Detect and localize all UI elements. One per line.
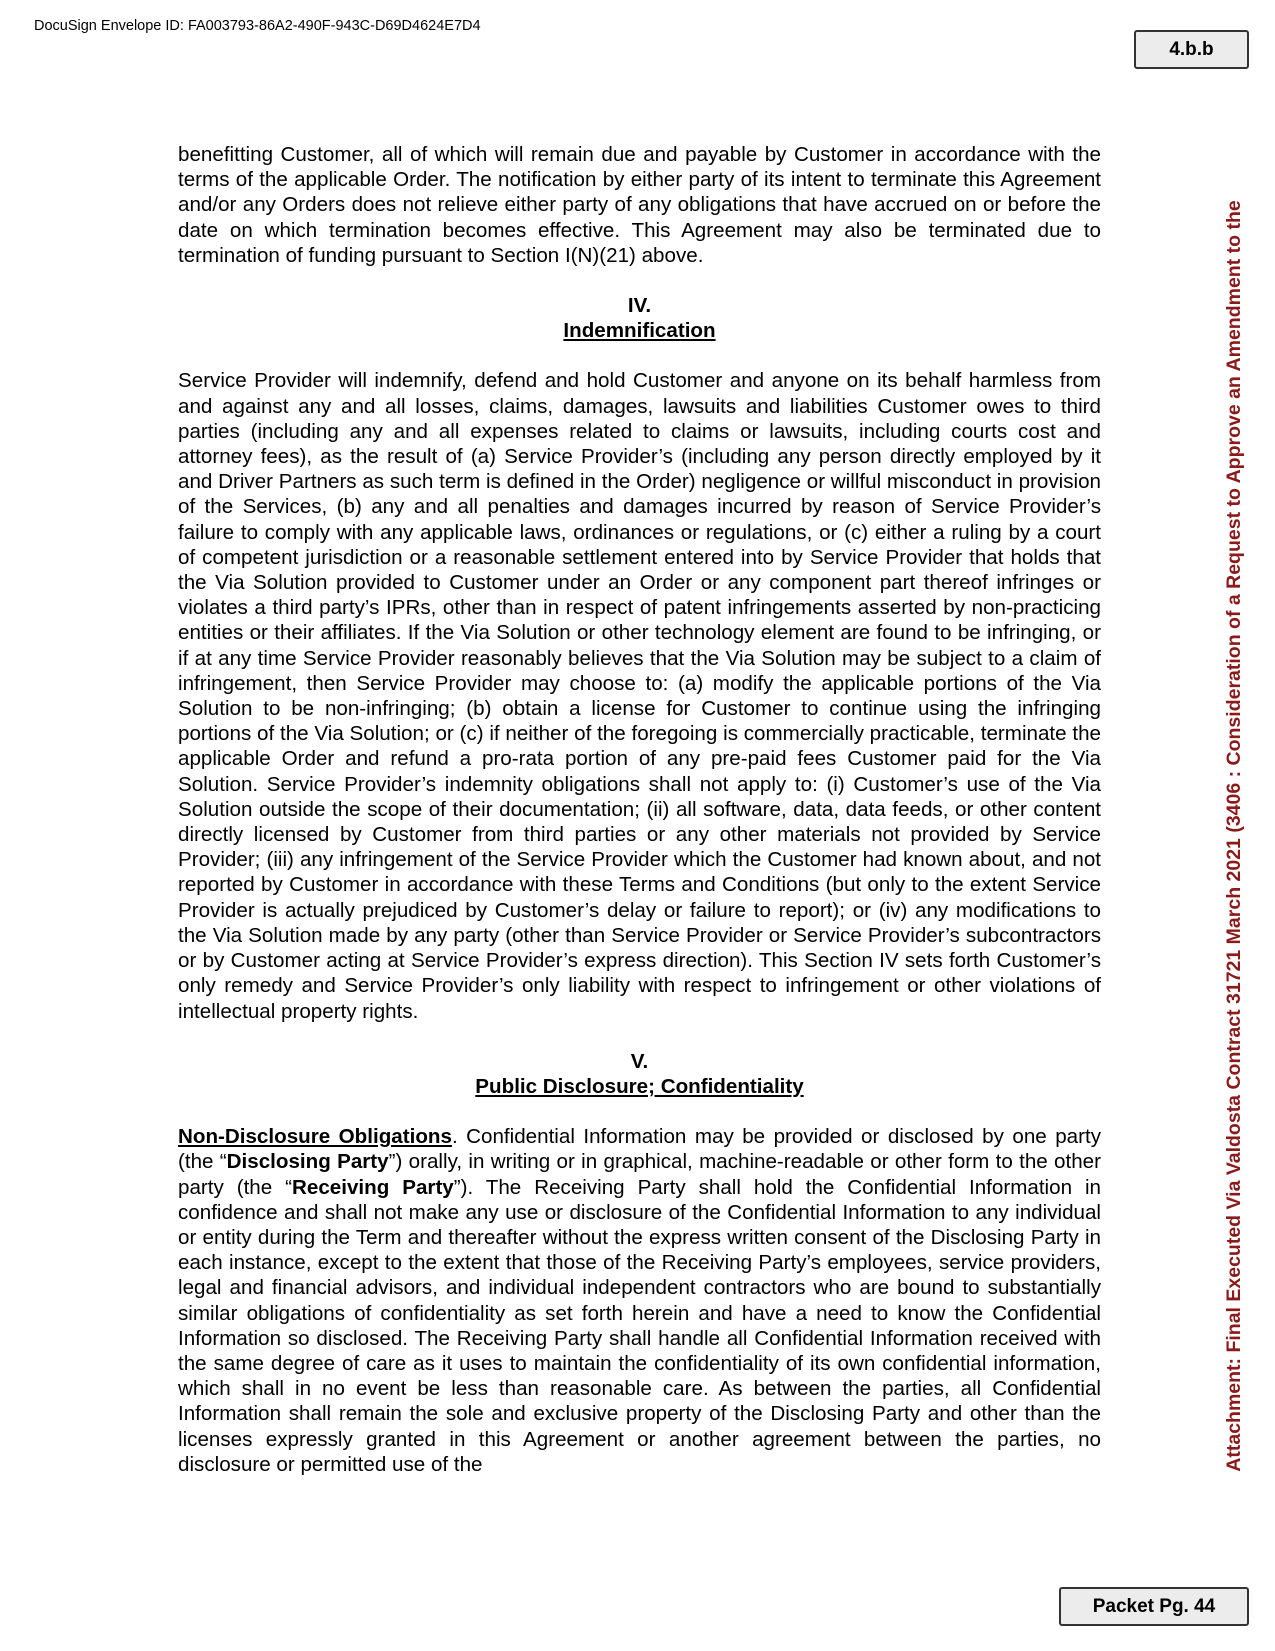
section-v-title: Public Disclosure; Confidentiality <box>475 1074 804 1098</box>
side-attachment-note <box>1218 150 1250 1522</box>
section-iv-number: IV. <box>627 294 652 318</box>
intro-paragraph: benefitting Customer, all of which will remain due and payable by Customer in accordance with the terms of the applicable Order. The notification by either party of its intent to terminate this Agreement and/or any Orders does not relieve either party of any obligations that have accrued on or before the date on which termination becomes effective. This Agreement may also be terminated due to termination of funding pursuant to Section I(N)(21) above. <box>178 143 1101 267</box>
disclosing-party-term: Disclosing Party <box>226 1150 389 1174</box>
non-disclosure-paragraph <box>178 1124 1101 1477</box>
section-iv-heading <box>178 293 1101 343</box>
receiving-party-term: Receiving Party <box>292 1175 454 1199</box>
packet-page-badge: Packet Pg. 44 <box>1059 1587 1249 1626</box>
non-disclosure-text-3: ”). The Receiving Party shall hold the Confidential Information in confidence and shall not make any use or disclosure of the Confidential Information to any individual or entity during the Term and thereafter without the express written consent of the Disclosing Party in each instance, except to the extent that those of the Receiving Party’s employees, service providers, legal and financial advisors, and individual independent contractors who are bound to substantially similar obligations of confidentiality as set forth herein and have a need to know the Confidential Information so disclosed. The Receiving Party shall handle all Confidential Information received with the same degree of care as it uses to maintain the confidentiality of its own confidential information, which shall in no event be less than reasonable care. As between the parties, all Confidential Information shall remain the sole and exclusive property of the Disclosing Party and other than the licenses expressly granted in this Agreement or another agreement between the parties, no disclosure or permitted use of the <box>178 1175 1101 1476</box>
section-iv-title: Indemnification <box>563 319 716 343</box>
section-v-number: V. <box>630 1049 649 1073</box>
non-disclosure-text-1: . Confidential Information may be provided or disclosed by one party (the “ <box>178 1125 1101 1174</box>
indemnification-paragraph: Service Provider will indemnify, defend and hold Customer and anyone on its behalf harmless from and against any and all losses, claims, damages, lawsuits and liabilities Customer owes to third parties (including any and all expenses related to claims or lawsuits, including courts cost and attorney fees), as the result of (a) Service Provider’s (including any person directly employed by it and Driver Partners as such term is defined in the Order) negligence or willful misconduct in provision of the Services, (b) any and all penalties and damages incurred by reason of Service Provider’s failure to comply with any applicable laws, ordinances or regulations, or (c) either a ruling by a court of competent jurisdiction or a reasonable settlement entered into by Service Provider that holds that the Via Solution provided to Customer under an Order or any component part thereof infringes or violates a third party’s IPRs, other than in respect of patent infringements asserted by non-practicing entities or their affiliates. If the Via Solution or other technology element are found to be infringing, or if at any time Service Provider reasonably believes that the Via Solution may be subject to a claim of infringement, then Service Provider may choose to: (a) modify the applicable portions of the Via Solution to be non-infringing; (b) obtain a license for Customer to continue using the infringing portions of the Via Solution; or (c) if neither of the foregoing is commercially practicable, terminate the applicable Order and refund a pro-rata portion of any pre-paid fees Customer paid for the Via Solution. Service Provider’s indemnity obligations shall not apply to: (i) Customer’s use of the Via Solution outside the scope of their documentation; (ii) all software, data, data feeds, or other content directly licensed by Customer from third parties or any other materials not provided by Service Provider; (iii) any infringement of the Service Provider which the Customer had known about, and not reported by Customer in accordance with these Terms and Conditions (but only to the extent Service Provider is actually prejudiced by Customer’s delay or failure to report); or (iv) any modifications to the Via Solution made by any party (other than Service Provider or Service Provider’s subcontractors or by Customer acting at Service Provider’s express direction). This Section IV sets forth Customer’s only remedy and Service Provider’s only liability with respect to infringement or other violations of intellectual property rights. <box>178 369 1101 1023</box>
envelope-id: DocuSign Envelope ID: FA003793-86A2-490F-943C-D69D4624E7D4 <box>34 18 481 34</box>
non-disclosure-text-2: ”) orally, in writing or in graphical, machine-readable or other form to the other party (the “ <box>178 1150 1101 1199</box>
section-v-heading <box>178 1049 1101 1099</box>
agenda-item-badge: 4.b.b <box>1134 30 1249 69</box>
non-disclosure-term: Non-Disclosure Obligations <box>178 1125 452 1149</box>
side-attachment-text: Attachment: Final Executed Via Valdosta Contract 31721 March 2021 (3406 : Consideration of a Request to Approve an Amendment to the <box>1223 200 1245 1472</box>
document-body <box>178 142 1101 1477</box>
